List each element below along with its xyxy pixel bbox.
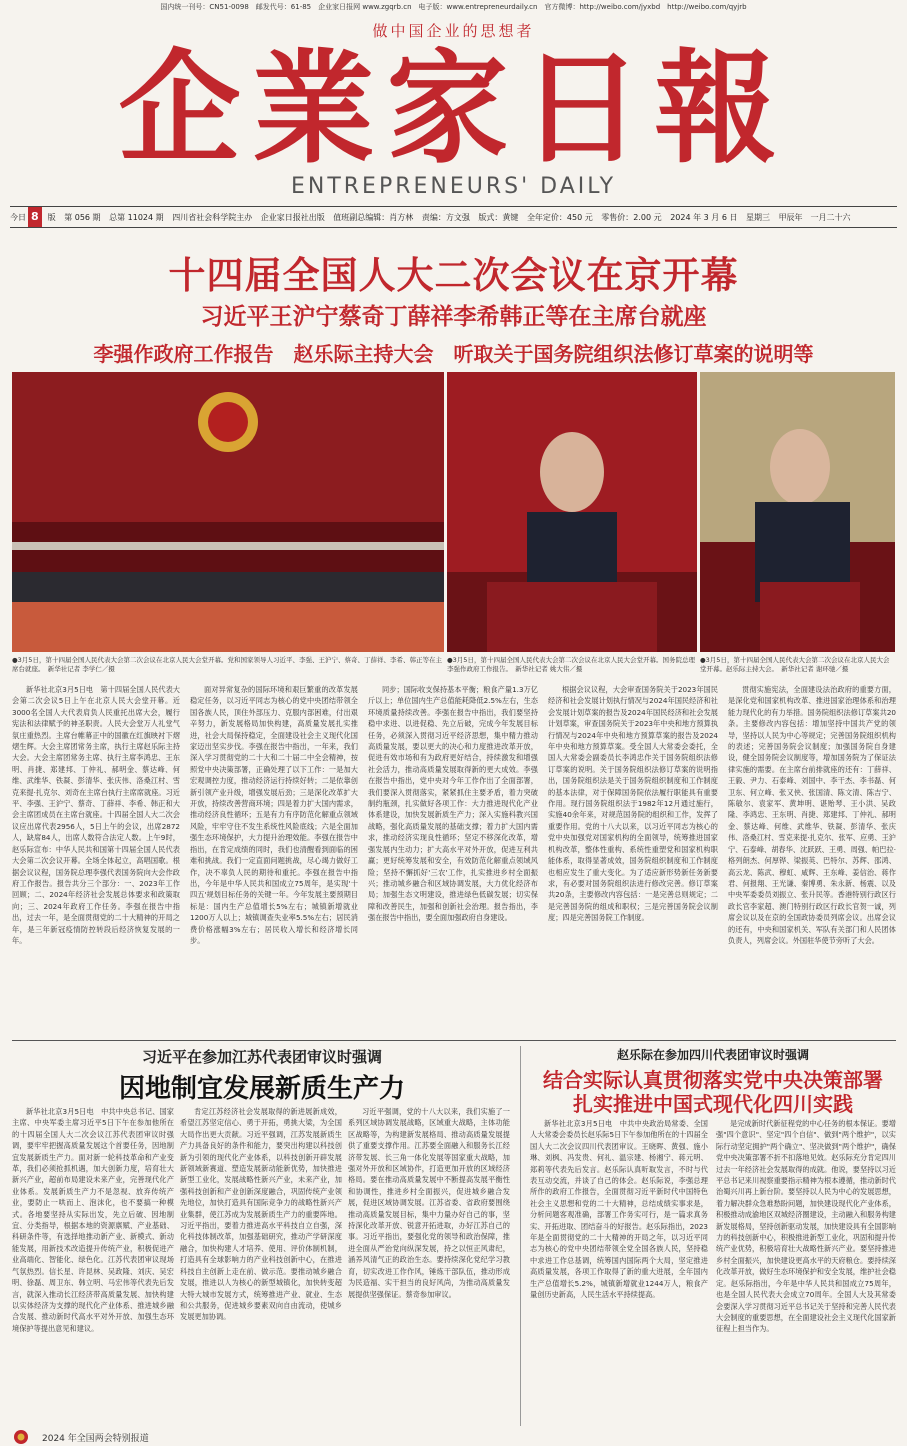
story3-text-1: 新华社北京3月5日电 中共中央政治局常委、全国人大常委会委员长赵乐际5日下午参加他所在的十四届全国人大二次会议四川代表团审议。王晓晖、黄强、施小琳、刘枫、冯发贵、何礼、温宗建、杨湘宁、蒋元明、郑莉等代表先后发言。赵乐际认真听取发言，不时与代表互动交流，并谈了自己的体会。赵乐际说，李强总理所作的政府工作报告，全面贯彻习近平新时代中国特色社会主义思想和党的二十大精神，总结成绩实事求是，分析问题客观准确，部署工作务实可行，是一篇求真务实、开拓进取、团结奋斗的好报告。赵乐际指出，2023年是全面贯彻党的二十大精神的开局之年，以习近平同志为核心的党中央团结带领全党全国各族人民，坚持稳中求进工作总基调，统筹国内国际两个大局，坚定推进高质量发展，各项工作取得了新的重大进展，全年国内生产总值增长5.2%，城镇新增就业1244万人，粮食产量创历史新高，人民生活水平持续提高。 xyxy=(530,1119,708,1300)
lead-column-5 xyxy=(728,684,896,1044)
story3-column-1 xyxy=(530,1118,708,1424)
lead-subhead: 习近平王沪宁蔡奇丁薛祥李希韩正等在主席台就座 xyxy=(200,303,707,330)
lead-headline: 十四届全国人大二次会议在京开幕 xyxy=(168,253,739,297)
section-divider xyxy=(12,1040,896,1041)
photo-caption-1: ●3月5日，第十四届全国人民代表大会第二次会议在北京人民大会堂开幕。党和国家领导人习近平、李强、王沪宁、蔡奇、丁薛祥、李希、韩正等在主席台就座。 新华社记者 李学仁／摄 xyxy=(12,656,442,673)
story3-text-2: 是完成新时代新征程党的中心任务的根本保证。要增强"四个意识"、坚定"四个自信"、做到"两个维护"，以实际行动坚定拥护"两个确立"、坚决做到"两个维护"，确保党中央决策部署不折不扣落地见效。赵乐际充分肯定四川过去一年经济社会发展取得的成就。他说，要坚持以习近平总书记来川视察重要指示精神为根本遵循，推动新时代治蜀兴川再上新台阶。要坚持以人民为中心的发展思想，着力解决群众急难愁盼问题，加快建设现代化产业体系，积极推动成渝地区双城经济圈建设，主动融入和服务构建新发展格局，坚持创新驱动发展，加快建设具有全国影响力的科技创新中心，积极推进新型工业化，巩固和提升传统产业优势，积极培育壮大战略性新兴产业。要坚持推进乡村全面振兴，加快建设更高水平的天府粮仓。要持续深化改革开放，做好生态环境保护和安全发展，维护社会稳定。赵乐际指出，今年是中华人民共和国成立75周年，也是全国人民代表大会成立70周年。全国人大及其常委会要深入学习贯彻习近平总书记关于坚持和完善人民代表大会制度的重要思想，在全面建设社会主义现代化国家新征程上担当作为。 xyxy=(716,1119,896,1334)
issue-today: 今日 xyxy=(10,213,26,222)
total-issue-number: 总第 11024 期 xyxy=(109,213,164,222)
lunar-date: 甲辰年 一月二十六 xyxy=(778,213,851,222)
lead-text-1: 新华社北京3月5日电 第十四届全国人民代表大会第二次会议5日上午在北京人民大会堂开幕。近3000名全国人大代表肩负人民重托出席大会，履行宪法和法律赋予的神圣职责。人民大会堂万人礼堂气氛庄重热烈。主席台帷幕正中的国徽在红旗映衬下熠熠生辉。大会主席团常务主席，执行主席赵乐际主持大会。大会主席团常务主席、执行主席李鸿忠、王东明、肖捷、郑建邦、丁仲礼、郝明金、蔡达峰、何维、武维华、铁凝、彭清华、张庆伟、洛桑江村、雪克来提·扎克尔、刘奇在主席台执行主席席就座。习近平、李强、王沪宁、蔡奇、丁薛祥、李希、韩正和大会主席团成员在主席台就座。十四届全国人大二次会议应出席代表2956人，5日上午的会议，出席2872人，缺席84人，出席人数符合法定人数。上午9时，赵乐际宣布：中华人民共和国第十四届全国人民代表大会第二次会议开幕。全场全体起立，高唱国歌。根据会议议程，国务院总理李强代表国务院向大会作政府工作报告。报告共分三个部分：一、2023年工作回顾；二、2024年经济社会发展总体要求和政策取向；三、2024年政府工作任务。李强在报告中指出，过去一年，是全面贯彻党的二十大精神的开局之年，是三年新冠疫情防控转段后经济恢复发展的一年。 xyxy=(12,685,180,945)
lead-text-3: 同步；国际收支保持基本平衡；粮食产量1.3万亿斤以上；单位国内生产总值能耗降低2.5%左右，生态环境质量持续改善。李强在报告中指出，我们要坚持稳中求进、以进促稳、先立后破，完成今年发展目标任务，必须深入贯彻习近平经济思想，集中精力推动高质量发展，要以更大的决心和力度推进改革开放，促进有效市场和有为政府更好结合，持续激发和增强社会活力，推动高质量发展取得新的更大成效。李强在报告中指出，党中央对今年工作作出了全面部署，我们要深入贯彻落实，紧紧抓住主要矛盾，着力突破制约瓶颈，扎实做好各项工作：大力推进现代化产业体系建设，加快发展新质生产力；深入实施科教兴国战略，强化高质量发展的基础支撑；着力扩大国内需求，推动经济实现良性循环；坚定不移深化改革，增强发展内生动力；扩大高水平对外开放，促进互利共赢；更好统筹发展和安全，有效防范化解重点领域风险；坚持不懈抓好'三农'工作，扎实推进乡村全面振兴；推动城乡融合和区域协调发展，大力优化经济布局；加强生态文明建设，推进绿色低碳发展；切实保障和改善民生，加强和创新社会治理。报告指出，李强在报告中指出，要全面加强政府自身建设。 xyxy=(368,685,538,923)
lead-text-4: 根据会议议程，大会审查国务院关于2023年国民经济和社会发展计划执行情况与2024年国民经济和社会发展计划草案的报告及2024年国民经济和社会发展计划草案，审查国务院关于2023年中央和地方预算执行情况与2024年中央和地方预算草案的报告及2024年中央和地方预算草案。受全国人大常委会委托，全国人大常委会副委员长李鸿忠作关于国务院组织法修订草案的说明。关于国务院组织法修订草案的说明指出，国务院组织法是关于国务院组织制度和工作制度的基本法律，对于保障国务院依法履行职能具有重要作用。现行国务院组织法于1982年12月通过施行，实施40余年来，对规范国务院的组织和工作，发挥了重要作用。党的十八大以来，以习近平同志为核心的党中央加强党对国家机构的全面领导，统筹推进国家机构改革，整体性重构、系统性重塑党和国家机构职能体系，取得显著成效，国务院组织制度和工作制度也相应发生了重大变化。为了适应新形势新任务新要求，有必要对国务院组织法进行修改完善。修订草案共20条，主要修改内容包括：一是完善总则规定；二是完善国务院的组成和职权；三是完善国务院会议制度；四是完善国务院工作制度。 xyxy=(548,685,718,923)
photo-chairman xyxy=(700,372,895,652)
lead-column-4 xyxy=(548,684,718,1044)
footer-bar xyxy=(0,1428,907,1446)
story-vertical-divider xyxy=(520,1046,521,1426)
issue-number: 第 056 期 xyxy=(64,213,101,222)
responsible-editor: 责编：方文强 xyxy=(421,213,470,222)
layout-editor: 版式：黄键 xyxy=(478,213,519,222)
editor-in-chief: 值班副总编辑：肖方林 xyxy=(333,213,414,222)
story2-kicker: 习近平在参加江苏代表团审议时强调 xyxy=(141,1048,382,1066)
photo-caption-3: ●3月5日，第十四届全国人民代表大会第二次会议在北京人民大会堂开幕。赵乐际主持大会。 新华社记者 谢环驰／摄 xyxy=(700,656,890,673)
annual-price: 全年定价：450 元 xyxy=(526,213,593,222)
masthead-slogan: 做中国企业的思想者 xyxy=(372,22,535,40)
story3-column-2 xyxy=(716,1118,896,1424)
lead-column-3 xyxy=(368,684,538,1044)
publisher: 企业家日报社出版 xyxy=(260,213,325,222)
lead-column-2 xyxy=(190,684,358,1044)
special-report-label: 2024 年全国两会特别报道 xyxy=(42,1434,149,1444)
story2-column-1 xyxy=(12,1106,174,1424)
lead-text-2: 面对异常复杂的国际环境和艰巨繁重的改革发展稳定任务，以习近平同志为核心的党中央团结带领全国各族人民，顶住外部压力、克服内部困难，付出艰辛努力，新发展格局加快构建，高质量发展扎实推进，社会大局保持稳定，全面建设社会主义现代化国家迈出坚实步伐。李强在报告中指出，一年来，我们深入学习贯彻党的二十大和二十届二中全会精神，按照党中央决策部署，正确处理了以下工作：一是加大宏观调控力度，推动经济运行持续好转；二是依靠创新引领产业升级，增强发展后劲；三是深化改革扩大开放，持续改善营商环境；四是着力扩大国内需求，推动经济良性循环；五是有力有序防范化解重点领域风险，牢牢守住不发生系统性风险底线；六是全面加强生态环境保护，大力提升治理效能。李强在报告中指出，在肯定成绩的同时，我们也清醒看到面临的困难和挑战。我们一定直面问题挑战，尽心竭力做好工作，决不辜负人民的期待和重托。李强在报告中指出，今年是中华人民共和国成立75周年，是实现'十四五'规划目标任务的关键一年。今年发展主要预期目标是：国内生产总值增长5%左右；城镇新增就业1200万人以上；城镇调查失业率5.5%左右；居民消费价格涨幅3%左右；居民收入增长和经济增长同步。 xyxy=(190,685,358,945)
story3-headline-line1: 结合实际认真贯彻落实党中央决策部署 xyxy=(543,1068,883,1092)
story2-text-2: 肯定江苏经济社会发展取得的新进展新成效，希望江苏坚定信心、勇于开拓，勇挑大梁，为全国大局作出更大贡献。习近平强调，江苏发展新质生产力具备良好的条件和能力，要突出构建以科技创新为引领的现代化产业体系，以科技创新开辟发展新领域新赛道、塑造发展新动能新优势，加快推进新型工业化，发展战略性新兴产业，未来产业，加强科技创新和产业创新深度融合，巩固传统产业领先地位，加快打造具有国际竞争力的战略性新兴产业集群，使江苏成为发展新质生产力的重要阵地。习近平指出，要着力推进高水平科技自立自强，深化科技体制改革，加强基础研究，推动产学研深度融合，加快构建人才培养、使用、评价体制机制，打造具有全球影响力的产业科技创新中心，在推进科技自主创新上走在前、做示范。要推动城乡融合发展，推进以人为核心的新型城镇化，加快转变超大特大城市发展方式，统筹推进产业、就业、生态和公共服务，促进城乡要素双向自由流动，使城乡发展更加协调。 xyxy=(180,1107,342,1322)
retail-price: 零售价：2.00 元 xyxy=(601,213,662,222)
story3-headline-line2: 扎实推进中国式现代化四川实践 xyxy=(573,1092,853,1116)
lead-column-1 xyxy=(12,684,180,1044)
story3-kicker: 赵乐际在参加四川代表团审议时强调 xyxy=(616,1048,809,1062)
story2-text-3: 习近平强调，党的十八大以来，我们实施了一系列区域协调发展战略，区域重大战略，主体功能区战略等，为构建新发展格局、推动高质量发展提供了重要支撑作用。江苏要全面融入和服务长江经济带发展、长三角一体化发展等国家重大战略，加强对外开放和区域协作，打造更加开放的区域经济格局。要在推动高质量发展中不断提高发展平衡性和协调性，推进乡村全面振兴，促进城乡融合发展，促进区域协调发展。江苏省委、省政府要围绕推动高质量发展目标，集中力量办好自己的事，坚持深化改革开放、锐意开拓进取，办好江苏自己的事。习近平指出，要强化党的领导和政治保障，推进全面从严治党向纵深发展，持之以恒正风肃纪，涵养风清气正的政治生态。要持续深化党纪学习教育，切实改进工作作风，锤炼干部队伍，推动形成为民造福、实干担当的良好风尚，为推动高质量发展提供坚强保证。蔡奇参加审议。 xyxy=(348,1107,510,1299)
story2-text-1: 新华社北京3月5日电 中共中央总书记、国家主席、中央军委主席习近平5日下午在参加他所在的十四届全国人大二次会议江苏代表团审议时强调，要牢牢把握高质量发展这个首要任务，因地制宜发展新质生产力。面对新一轮科技革命和产业变革，我们必须抢抓机遇，加大创新力度，培育壮大新兴产业，超前布局建设未来产业，完善现代化产业体系。发展新质生产力不是忽视、放弃传统产业，要防止一哄而上、泡沫化，也不要搞一种模式。各地要坚持从实际出发，先立后破、因地制宜、分类指导，根据本地的资源禀赋、产业基础、科研条件等，有选择地推动新产业、新模式、新动能发展，用新技术改造提升传统产业，积极促进产业高端化、智能化、绿色化。江苏代表团审议现场气氛热烈。信长星、许昆林、吴政隆、刘庆、吴宏明、徐磊、周卫东、韩立明、马宏伟等代表先后发言，就深入推动长江经济带高质量发展、加快构建以实体经济为支撑的现代化产业体系、推进城乡融合发展、推动新时代高水平对外开放、加强生态环境保护等提出意见和建议。 xyxy=(12,1107,174,1333)
top-info-bar: 国内统一刊号：CN51-0098 邮发代号：61-85 企业家日报网 www.zgqrb.cn 电子版：www.entrepreneurdaily.cn 官方微博：http://weibo.com/jyxbd http://weibo.com/qyjrb xyxy=(160,3,747,11)
sponsor: 四川省社会科学院主办 xyxy=(172,213,253,222)
lead-text-5: 贯彻实施宪法，全面建设法治政府的重要方面，是深化党和国家机构改革、推进国家治理体系和治理能力现代化的有力举措。国务院组织法修订草案共20条。主要修改内容包括：增加坚持中国共产党的领导，坚持以人民为中心等规定；完善国务院组织机构的表述；完善国务院会议制度；加强国务院自身建设，健全国务院会议制度等，增加国务院为了保证法律实施的需要。在主席台前排就座的还有：丁薛祥、王毅、尹力、石泰峰、刘国中、李干杰、李书磊、何卫东、何立峰、张又侠、张国清、陈文清、陈吉宁、陈敏尔、袁家军、黄坤明、谌贻琴、王小洪、吴政隆、李鸿忠、王东明、肖捷、郑建邦、丁仲礼、郝明金、蔡达峰、何维、武维华、铁凝、彭清华、张庆伟、洛桑江村、雪克来提·扎克尔、张军、应勇、王沪宁、石泰峰、胡春华、沈跃跃、王勇、周强、帕巴拉·格列朗杰、何厚铧、梁振英、巴特尔、苏辉、邵鸿、高云龙、陈武、穆虹、咸辉、王东峰、姜信治、蒋作君、何报翔、王光谦、秦博勇、朱永新、杨震、以及中央军委委员刘振立、张升民等。香港特别行政区行政长官李家超、澳门特别行政区行政长官贺一诚，列席会议以及在京的全国政协委员列席会议。出席会议的还有，中央和国家机关、军队有关部门和人民团体负责人，列席会议。外国驻华使节旁听了大会。 xyxy=(728,685,896,945)
story2-headline: 因地制宜发展新质生产力 xyxy=(118,1074,405,1104)
issue-info-bar xyxy=(10,206,897,228)
page-count-badge: 8 xyxy=(28,207,42,227)
newspaper-logo: 企業家日報 xyxy=(118,36,789,180)
photo-caption-2: ●3月5日，第十四届全国人民代表大会第二次会议在北京人民大会堂开幕。国务院总理李强作政府工作报告。 新华社记者 姚大伟／摄 xyxy=(447,656,695,673)
pages-suffix: 版 xyxy=(47,213,56,222)
photo-premier-report xyxy=(447,372,697,652)
masthead xyxy=(0,14,907,204)
photo-assembly-hall xyxy=(12,372,444,652)
national-emblem-icon xyxy=(14,1430,28,1444)
issue-date: 2024 年 3 月 6 日 xyxy=(670,213,738,222)
story2-column-3 xyxy=(348,1106,510,1424)
newspaper-logo-english: ENTREPRENEURS' DAILY xyxy=(290,174,617,199)
weekday: 星期三 xyxy=(746,213,771,222)
story2-column-2 xyxy=(180,1106,342,1424)
lead-deck: 李强作政府工作报告 赵乐际主持大会 听取关于国务院组织法修订草案的说明等 xyxy=(93,342,814,366)
